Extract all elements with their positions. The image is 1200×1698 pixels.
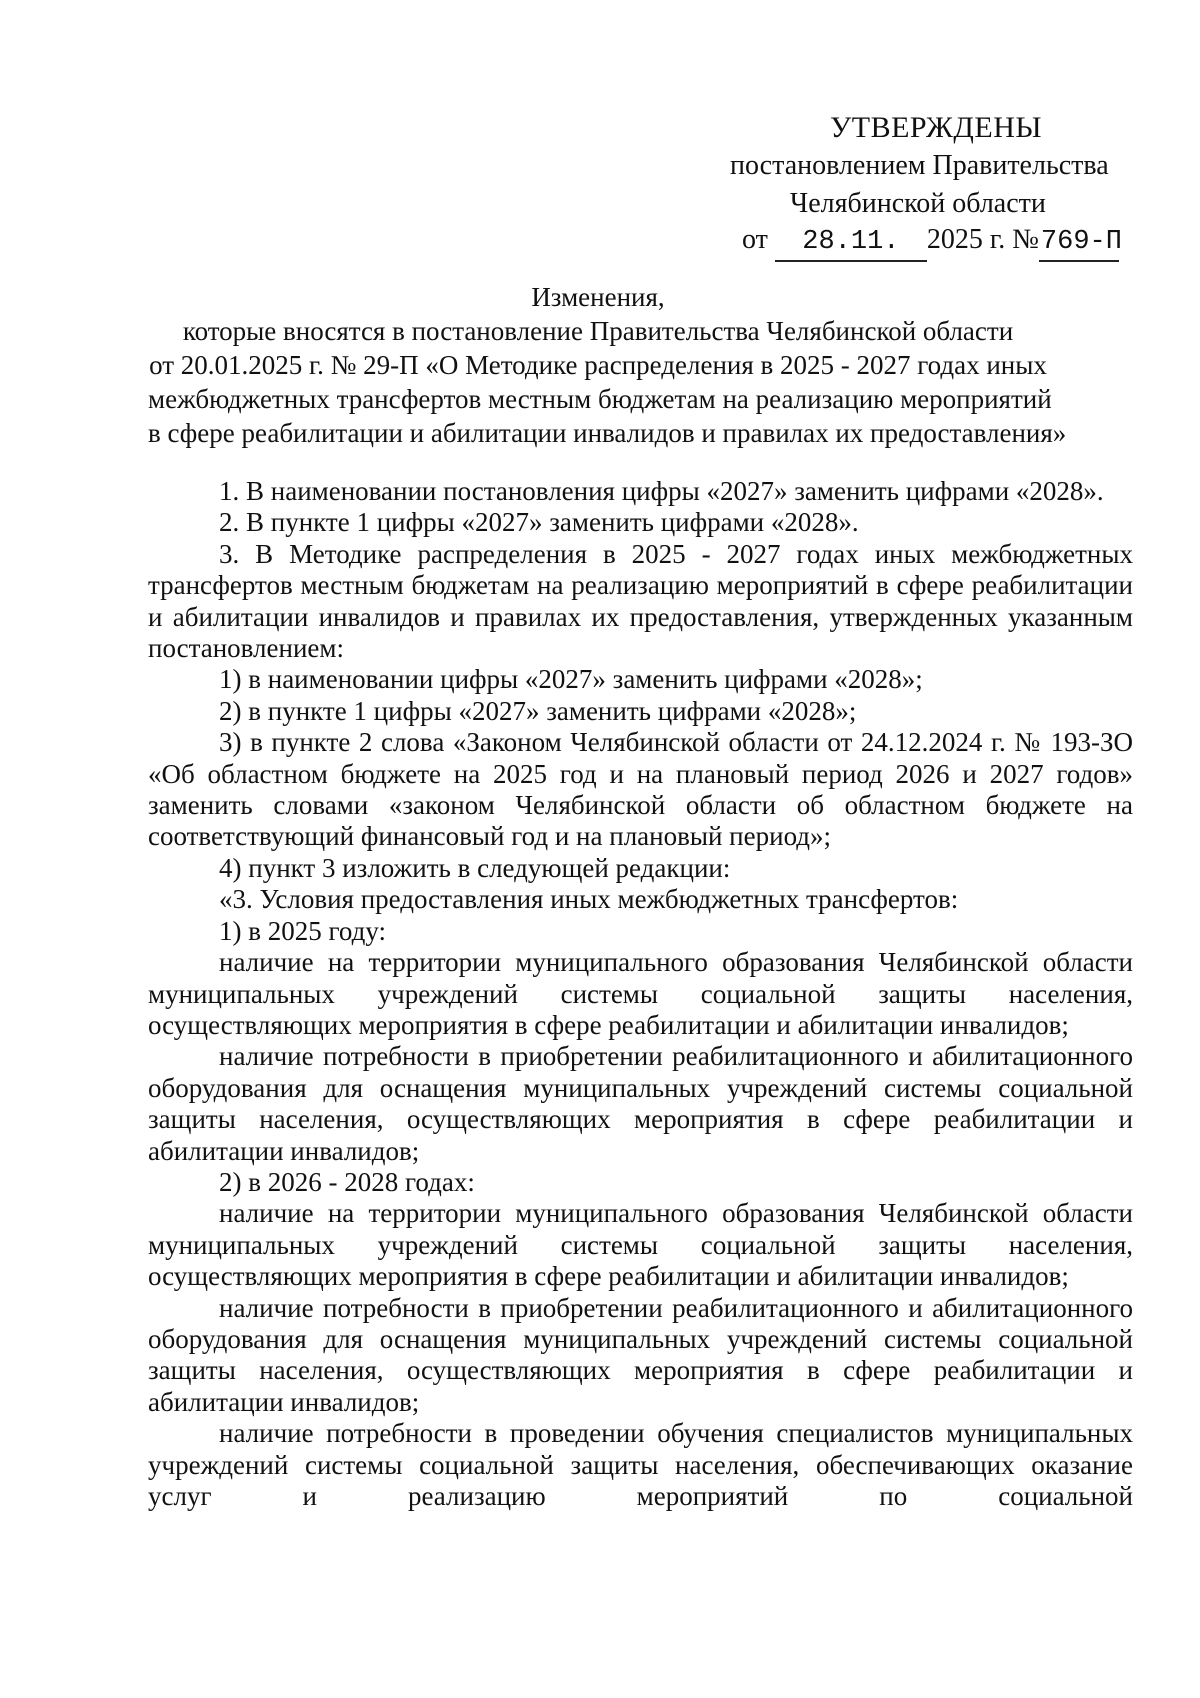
paragraph: наличие потребности в приобретении реабилитационного и абилитационного оборудования для оснащения муниципальных учреждений системы социальной защиты населения, осуществляющих мероприятия в сфере реабилитации и абилитации инвалидов; [148,1292,1133,1417]
approval-year: 2025 г. № [926,224,1039,255]
paragraph: «3. Условия предоставления иных межбюджетных трансфертов: [219,884,959,915]
paragraph: 4) пункт 3 изложить в следующей редакции: [219,852,731,883]
paragraph: 2) в пункте 1 цифры «2027» заменить цифрами «2028»; [219,695,857,726]
approval-number: 769-П [1039,224,1119,262]
paragraph: 1. В наименовании постановления цифры «2027» заменить цифрами «2028». [219,476,1104,506]
paragraph: наличие потребности в приобретении реабилитационного и абилитационного оборудования для оснащения муниципальных учреждений системы социальной защиты населения, осуществляющих мероприятия в сфере реабилитации и абилитации инвалидов; [148,1041,1133,1166]
paragraph: наличие потребности в проведении обучения специалистов муниципальных учреждений системы социальной защиты населения, обеспечивающих оказание услуг и реализацию мероприятий по социальной [148,1418,1133,1511]
approval-date-line [742,222,1122,262]
paragraph: наличие на территории муниципального образования Челябинской области муниципальных учреждений системы социальной защиты населения, осуществляющих мероприятия в сфере реабилитации и абилитации инвалидов; [148,947,1133,1040]
paragraph: 2. В пункте 1 цифры «2027» заменить цифрами «2028». [219,507,859,538]
date-prefix: от [742,224,768,255]
paragraph: наличие на территории муниципального образования Челябинской области муниципальных учреждений системы социальной защиты населения, осуществляющих мероприятия в сфере реабилитации и абилитации инвалидов; [148,1198,1133,1292]
heading-line: от 20.01.2025 г. № 29-П «О Методике распределения в 2025 - 2027 годах иных [149,350,1047,380]
heading-line: межбюджетных трансфертов местным бюджетам на реализацию мероприятий [148,384,1052,414]
approval-date: 28.11. [775,224,927,262]
approval-title: УТВЕРЖДЕНЫ [830,111,1043,144]
heading-title: Изменения, [531,282,665,312]
heading-line: в сфере реабилитации и абилитации инвалидов и правилах их предоставления» [148,418,1067,448]
heading-line: которые вносятся в постановление Правительства Челябинской области [182,316,1014,346]
approval-region: Челябинской области [790,188,1046,219]
paragraph: 3. В Методике распределения в 2025 - 2027 годах иных межбюджетных трансфертов местным бюджетам на реализацию мероприятий в сфере реабилитации и абилитации инвалидов и правилах их предоставления, утвержденных указанным постановлением: [148,538,1133,664]
paragraph: 1) в 2025 году: [219,915,386,946]
paragraph: 1) в наименовании цифры «2027» заменить цифрами «2028»; [219,664,923,695]
approval-issued-by: постановлением Правительства [730,150,1109,181]
document-heading [148,280,1067,450]
paragraph: 2) в 2026 - 2028 годах: [219,1166,475,1197]
document-body [148,476,1133,1512]
paragraph: 3) в пункте 2 слова «Законом Челябинской области от 24.12.2024 г. № 193-ЗО «Об областном бюджете на 2025 год и на плановый период 2026 и 2027 годов» заменить словами «законом Челябинской области об областном бюджете на соответствующий финансовый год и на плановый период»; [148,727,1133,852]
